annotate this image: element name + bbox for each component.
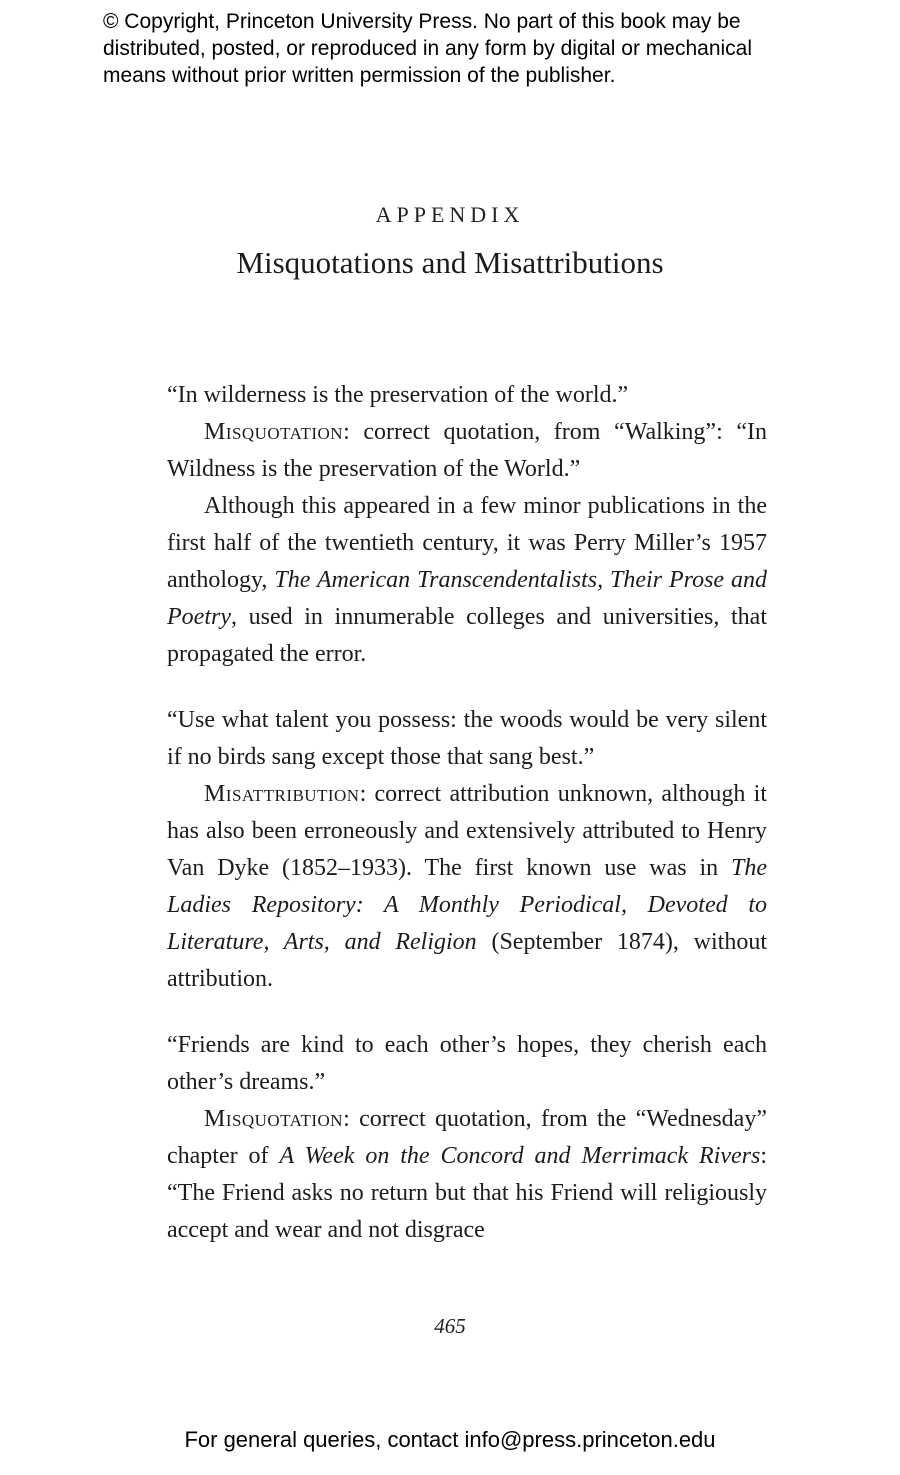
text-segment: Although this appeared in a few minor publications in the first half of the twentieth century, it was Perry Miller’s 1957 anthology, (167, 493, 767, 593)
quote-paragraph (167, 1027, 767, 1101)
quote-paragraph (167, 702, 767, 776)
page-title: Misquotations and Misattributions (236, 245, 664, 280)
misquotation-note (167, 414, 767, 488)
misattribution-note (167, 776, 767, 998)
discussion-paragraph (167, 488, 767, 673)
text-segment: “Use what talent you possess: the woods would be very silent if no birds sang except those that sang best.” (167, 707, 767, 770)
copyright-line: distributed, posted, or reproduced in any form by digital or mechanical (103, 37, 753, 60)
text-segment: , used in innumerable colleges and universities, that propagated the error. (167, 604, 767, 667)
copyright-notice (103, 8, 813, 89)
text-segment: : correct attribution unknown, although it has also been erroneously and extensively attributed to Henry Van Dyke (1852–1933). The first known use was in (167, 781, 767, 881)
text-segment: The Ladies Repository: A Monthly Periodical, Devoted to Literature, Arts, and Religion (167, 855, 767, 955)
copyright-line: means without prior written permission of the publisher. (103, 64, 616, 87)
text-segment: The American Transcendentalists, Their Prose and Poetry (167, 567, 767, 630)
text-segment: Misattribution (204, 781, 360, 807)
copyright-line: © Copyright, Princeton University Press. No part of this book may be (103, 10, 741, 33)
text-segment: : correct quotation, from “Walking”: “In Wildness is the preservation of the World.” (167, 419, 767, 482)
text-segment: “In wilderness is the preservation of the world.” (167, 382, 629, 408)
text-segment: Misquotation (204, 419, 344, 445)
footer-contact: For general queries, contact info@press.princeton.edu (184, 1427, 716, 1452)
text-segment: Misquotation (204, 1106, 344, 1132)
misquotation-note (167, 1101, 767, 1249)
text-segment: (September 1874), without attribution. (167, 929, 767, 992)
quote-paragraph (167, 377, 767, 414)
appendix-kicker: APPENDIX (375, 202, 525, 227)
page-number: 465 (434, 1314, 466, 1338)
text-segment: : correct quotation, from the “Wednesday” chapter of (167, 1106, 767, 1169)
text-segment: “Friends are kind to each other’s hopes, they cherish each other’s dreams.” (167, 1032, 767, 1095)
text-segment: : “The Friend asks no return but that his Friend will religiously accept and wear and not disgrace (167, 1143, 768, 1243)
body-text (167, 377, 767, 1249)
text-segment: A Week on the Concord and Merrimack Rivers (279, 1143, 761, 1169)
